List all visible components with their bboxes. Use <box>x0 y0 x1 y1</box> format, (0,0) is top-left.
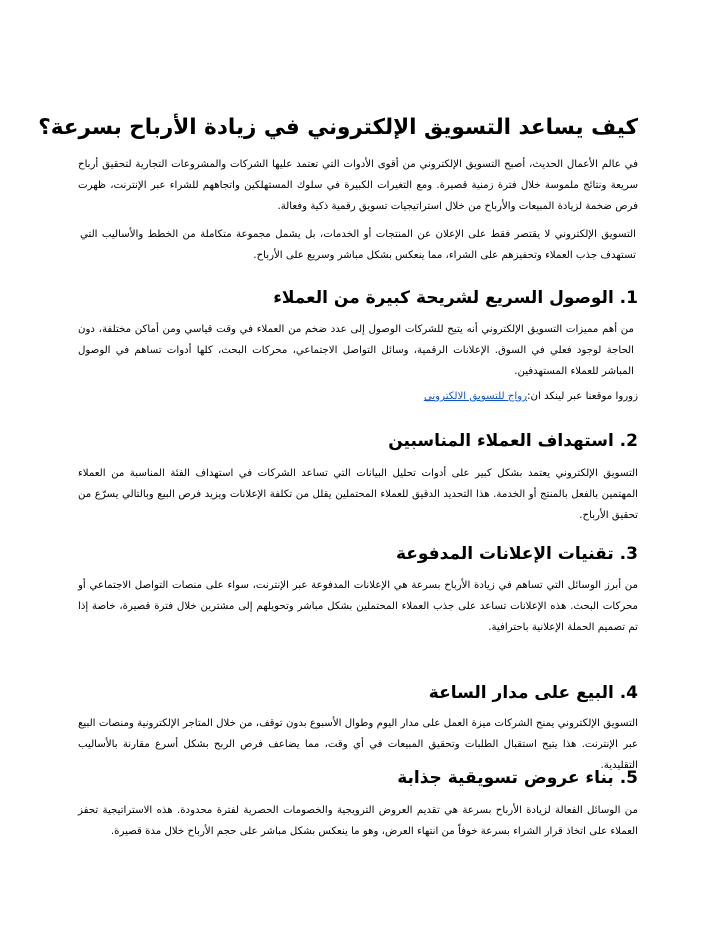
section-1-heading: 1. الوصول السريع لشريحة كبيرة من العملاء <box>273 288 638 308</box>
section-5-body: من الوسائل الفعالة لزيادة الأرباح بسرعة هي تقديم العروض الترويجية والخصومات الحصرية لفترة محدودة. هذه الاستراتيجية تحفز العملاء على اتخاذ قرار الشراء بسرعة خوفاً من انتهاء العرض، وهو ما ينعكس بشكل مباشر على حجم الأرباح خلال مدة قصيرة. <box>78 805 638 837</box>
page-title: كيف يساعد التسويق الإلكتروني في زيادة الأرباح بسرعة؟ <box>38 115 638 140</box>
linkedin-line <box>78 386 638 407</box>
section-3-heading: 3. تقنيات الإعلانات المدفوعة <box>395 544 638 564</box>
intro-paragraph-2: التسويق الإلكتروني لا يقتصر فقط على الإعلان عن المنتجات أو الخدمات، بل يشمل مجموعة متكاملة من الخطط والأساليب التي تستهدف جذب العملاء وتحفيزهم على الشراء، مما ينعكس بشكل مباشر وسريع على الأرباح. <box>80 229 636 261</box>
section-3-body: من أبرز الوسائل التي تساهم في زيادة الأرباح بسرعة هي الإعلانات المدفوعة عبر الإنترنت، سواء على منصات التواصل الاجتماعي أو محركات البحث. هذه الإعلانات تساعد على جذب العملاء المحتملين بشكل مباشر وتحويلهم إلى مشترين خلال فترة قصيرة، خاصة إذا تم تصميم الحملة الإعلانية باحترافية. <box>78 580 638 633</box>
section-2-body: التسويق الإلكتروني يعتمد بشكل كبير على أدوات تحليل البيانات التي تساعد الشركات في استهداف الفئة المناسبة من العملاء المهتمين بالفعل بالمنتج أو الخدمة. هذا التحديد الدقيق للعملاء المحتملين يقلل من تكلفة الإعلانات ويزيد فرص البيع وبالتالي يسرّع من تحقيق الأرباح. <box>78 468 638 521</box>
section-4-heading: 4. البيع على مدار الساعة <box>428 683 638 703</box>
section-1-body: من أهم مميزات التسويق الإلكتروني أنه يتيح للشركات الوصول إلى عدد ضخم من العملاء في وقت قياسي ومن أماكن مختلفة، دون الحاجة لوجود فعلي في السوق. الإعلانات الرقمية، وسائل التواصل الاجتماعي، محركات البحث، كلها أدوات تساهم في الوصول المباشر للعملاء المستهدفين. <box>78 324 634 377</box>
link-prefix: زوروا موقعنا عبر لينكد ان: <box>527 391 638 402</box>
section-4-body: التسويق الإلكتروني يمنح الشركات ميزة العمل على مدار اليوم وطوال الأسبوع بدون توقف، من خلال المتاجر الإلكترونية ومنصات البيع عبر الإنترنت. هذا يتيح استقبال الطلبات وتحقيق المبيعات في أي وقت، مما يضاعف فرص الربح بشكل أسرع مقارنة بالأساليب التقليدية. <box>78 718 638 771</box>
section-5-heading: 5. بناء عروض تسويقية جذابة <box>397 768 638 788</box>
section-2-heading: 2. استهداف العملاء المناسبين <box>388 431 638 451</box>
raouaj-link[interactable]: رواج للتسويق الالكتروني <box>423 391 528 402</box>
intro-paragraph-1: في عالم الأعمال الحديث، أصبح التسويق الإلكتروني من أقوى الأدوات التي تعتمد عليها الشركات والمشروعات التجارية لتحقيق أرباح سريعة ونتائج ملموسة خلال فترة زمنية قصيرة. ومع التغيرات الكبيرة في سلوك المستهلكين واتجاههم للشراء عبر الإنترنت، ظهرت فرص ضخمة لزيادة المبيعات والأرباح من خلال استراتيجيات تسويق رقمية ذكية وفعالة. <box>78 159 638 212</box>
